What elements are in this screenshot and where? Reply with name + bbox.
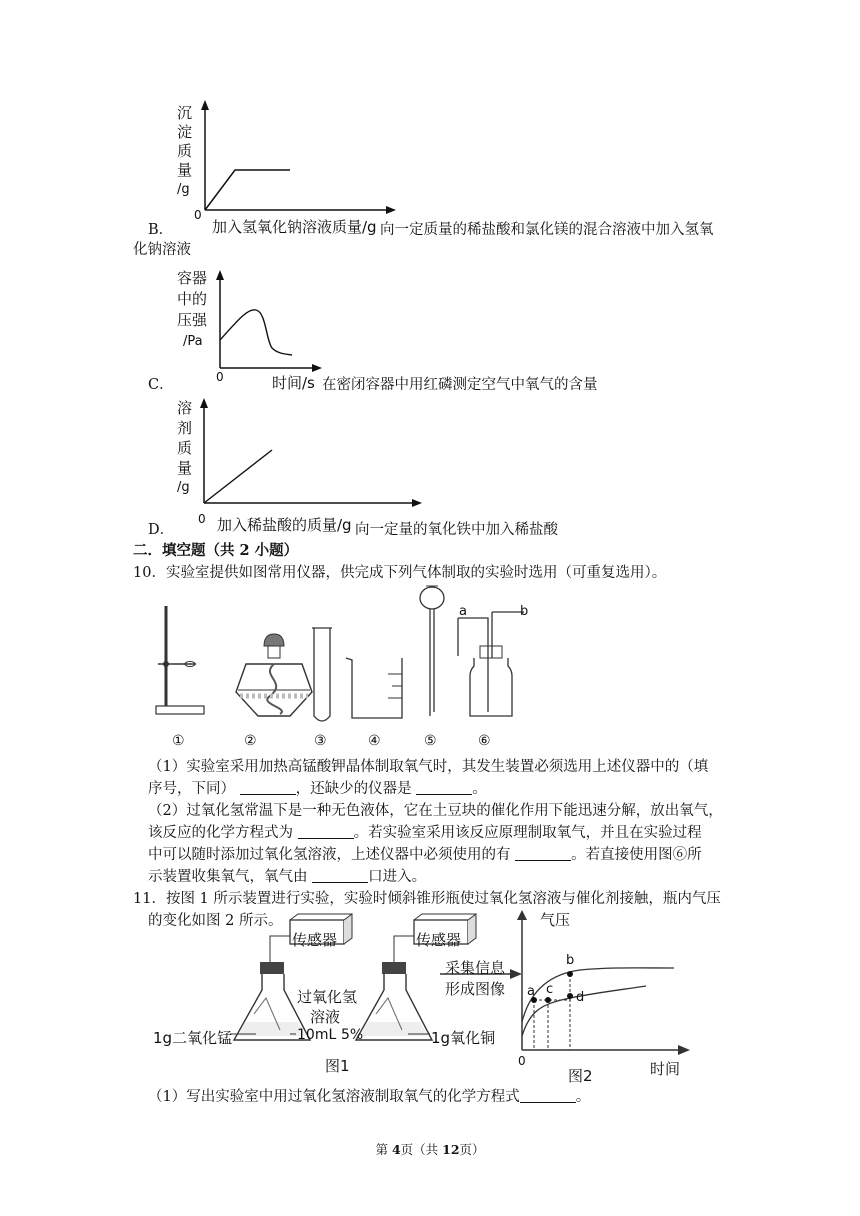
collect-label-cont: 形成图像 <box>445 980 506 998</box>
q11-stem: 11．按图 1 所示装置进行实验，实验时倾斜锥形瓶使过氧化氢溶液与催化剂接触，瓶内气压 <box>133 891 721 907</box>
beaker-icon <box>346 658 402 718</box>
figure-2-caption: 图2 <box>568 1067 593 1085</box>
text: （1）写出实验室中用过氧化氢溶液制取氧气的化学方程式 <box>148 1089 520 1105</box>
answer-blank[interactable] <box>515 846 571 861</box>
text: 序号，下同） <box>148 781 235 797</box>
y-label-char: 量 <box>177 459 193 477</box>
q10-stem: 10．实验室提供如图常用仪器，供完成下列气体制取的实验时选用（可重复选用）。 <box>133 565 667 581</box>
y-label-char: 沉 <box>177 104 193 122</box>
apparatus-label-6: ⑥ <box>478 733 491 749</box>
option-c-letter: C． <box>148 377 174 393</box>
q10-part1: （1）实验室采用加热高锰酸钾晶体制取氧气时，其发生装置必须选用上述仪器中的（填 <box>148 759 709 775</box>
graph-b-origin: 0 <box>194 208 202 222</box>
answer-blank[interactable] <box>240 780 296 795</box>
page-footer <box>0 1140 860 1158</box>
apparatus-label-2: ② <box>244 733 257 749</box>
answer-blank[interactable] <box>416 780 472 795</box>
point-b-label: b <box>566 953 575 968</box>
gas-bottle-icon <box>458 612 524 716</box>
graph-d-x-label: 加入稀盐酸的质量/g <box>217 516 352 534</box>
option-b-text-cont: 化钠溶液 <box>133 242 191 258</box>
graph2-x-label: 时间 <box>650 1060 681 1078</box>
sensor-label-1: 传感器 <box>292 931 338 949</box>
y-label-line: 压强 <box>177 311 208 329</box>
answer-blank[interactable] <box>312 868 368 883</box>
q10-part2-line2 <box>148 822 702 844</box>
option-c-text: 在密闭容器中用红磷测定空气中氧气的含量 <box>322 377 598 393</box>
sensor-label-2: 传感器 <box>416 931 462 949</box>
total-pages: 12 <box>442 1142 460 1157</box>
option-d-letter: D． <box>148 522 175 538</box>
point-a-label: a <box>527 984 535 999</box>
answer-blank[interactable] <box>520 1088 576 1103</box>
y-label-char: /g <box>177 480 190 495</box>
cuo-label: 1g氧化铜 <box>431 1029 496 1047</box>
option-b-letter: B． <box>148 222 174 238</box>
text: 该反应的化学方程式为 <box>148 825 293 841</box>
answer-blank[interactable] <box>298 824 354 839</box>
graph2-y-label: 气压 <box>540 911 571 929</box>
h2o2-label-cont: 溶液 <box>310 1008 341 1026</box>
option-b-text: 向一定质量的稀盐酸和氯化镁的混合溶液中加入氢氧 <box>380 222 714 238</box>
collect-label: 采集信息 <box>445 959 506 977</box>
text: 第 <box>375 1142 392 1157</box>
text: 。若实验室采用该反应原理制取氧气，并且在实验过程 <box>353 825 702 841</box>
q10-part2: （2）过氧化氢常温下是一种无色液体，它在土豆块的催化作用下能迅速分解，放出氧气， <box>148 803 723 819</box>
graph-c-plot <box>208 270 338 380</box>
y-label-char: 质 <box>177 439 193 457</box>
graph-b-x-label: 加入氢氧化钠溶液质量/g <box>212 218 377 236</box>
y-label-char: 剂 <box>177 419 193 437</box>
text: ，还缺少的仪器是 <box>295 781 412 797</box>
text: 。 <box>472 781 487 797</box>
text: 页） <box>459 1142 485 1157</box>
y-label-char: 量 <box>177 161 193 179</box>
q11-part1 <box>148 1086 590 1108</box>
funnel-icon <box>420 586 444 716</box>
q10-part2-line3 <box>148 844 702 866</box>
concentration-label: 5% <box>341 1027 364 1043</box>
page-number: 4 <box>391 1142 401 1157</box>
apparatus-label-4: ④ <box>368 733 381 749</box>
port-a-label: a <box>459 604 467 619</box>
alcohol-lamp-icon <box>236 634 312 716</box>
text: 口进入。 <box>368 869 427 885</box>
figure-1-caption: 图1 <box>325 1057 350 1075</box>
text: 页（共 <box>400 1142 443 1157</box>
section-heading: 二．填空题（共 2 小题） <box>133 542 299 559</box>
text: 中可以随时添加过氧化氢溶液，上述仪器中必须使用的有 <box>148 847 511 863</box>
apparatus-label-3: ③ <box>314 733 327 749</box>
y-label-char: /g <box>177 182 190 197</box>
port-b-label: b <box>520 604 529 619</box>
graph-c-x-label: 时间/s <box>272 374 315 392</box>
point-d-label: d <box>576 990 585 1005</box>
q10-part1-cont <box>148 778 487 800</box>
q10-part2-line4 <box>148 866 426 888</box>
text: 。 <box>575 1089 591 1105</box>
graph-d-origin: 0 <box>198 512 206 526</box>
y-label-line: /Pa <box>183 334 203 349</box>
graph-c-origin: 0 <box>216 370 224 384</box>
y-label-line: 容器 <box>177 269 208 287</box>
h2o2-label: 过氧化氢 <box>297 988 358 1006</box>
mno2-label: 1g二氧化锰 <box>153 1029 233 1047</box>
graph-b-plot <box>190 100 430 220</box>
q11-stem-cont: 的变化如图 2 所示。 <box>148 913 283 929</box>
option-d-text: 向一定量的氧化铁中加入稀盐酸 <box>355 522 558 538</box>
y-label-char: 溶 <box>177 399 193 417</box>
graph-c-y-label <box>177 268 207 352</box>
graph2-origin: 0 <box>518 1054 526 1068</box>
y-label-line: 中的 <box>177 290 208 308</box>
graph-d-plot <box>190 398 450 518</box>
apparatus-label-1: ① <box>172 733 185 749</box>
volume-label: 10mL <box>297 1027 337 1043</box>
iron-stand-icon <box>156 606 204 714</box>
test-tube-icon <box>312 628 332 721</box>
text: 示装置收集氧气，氧气由 <box>148 869 308 885</box>
point-c-label: c <box>546 982 554 997</box>
y-label-char: 质 <box>177 142 193 160</box>
q10-apparatus <box>140 584 540 754</box>
text: 。若直接使用图⑥所 <box>571 847 702 863</box>
apparatus-label-5: ⑤ <box>424 733 437 749</box>
y-label-char: 淀 <box>177 123 193 141</box>
